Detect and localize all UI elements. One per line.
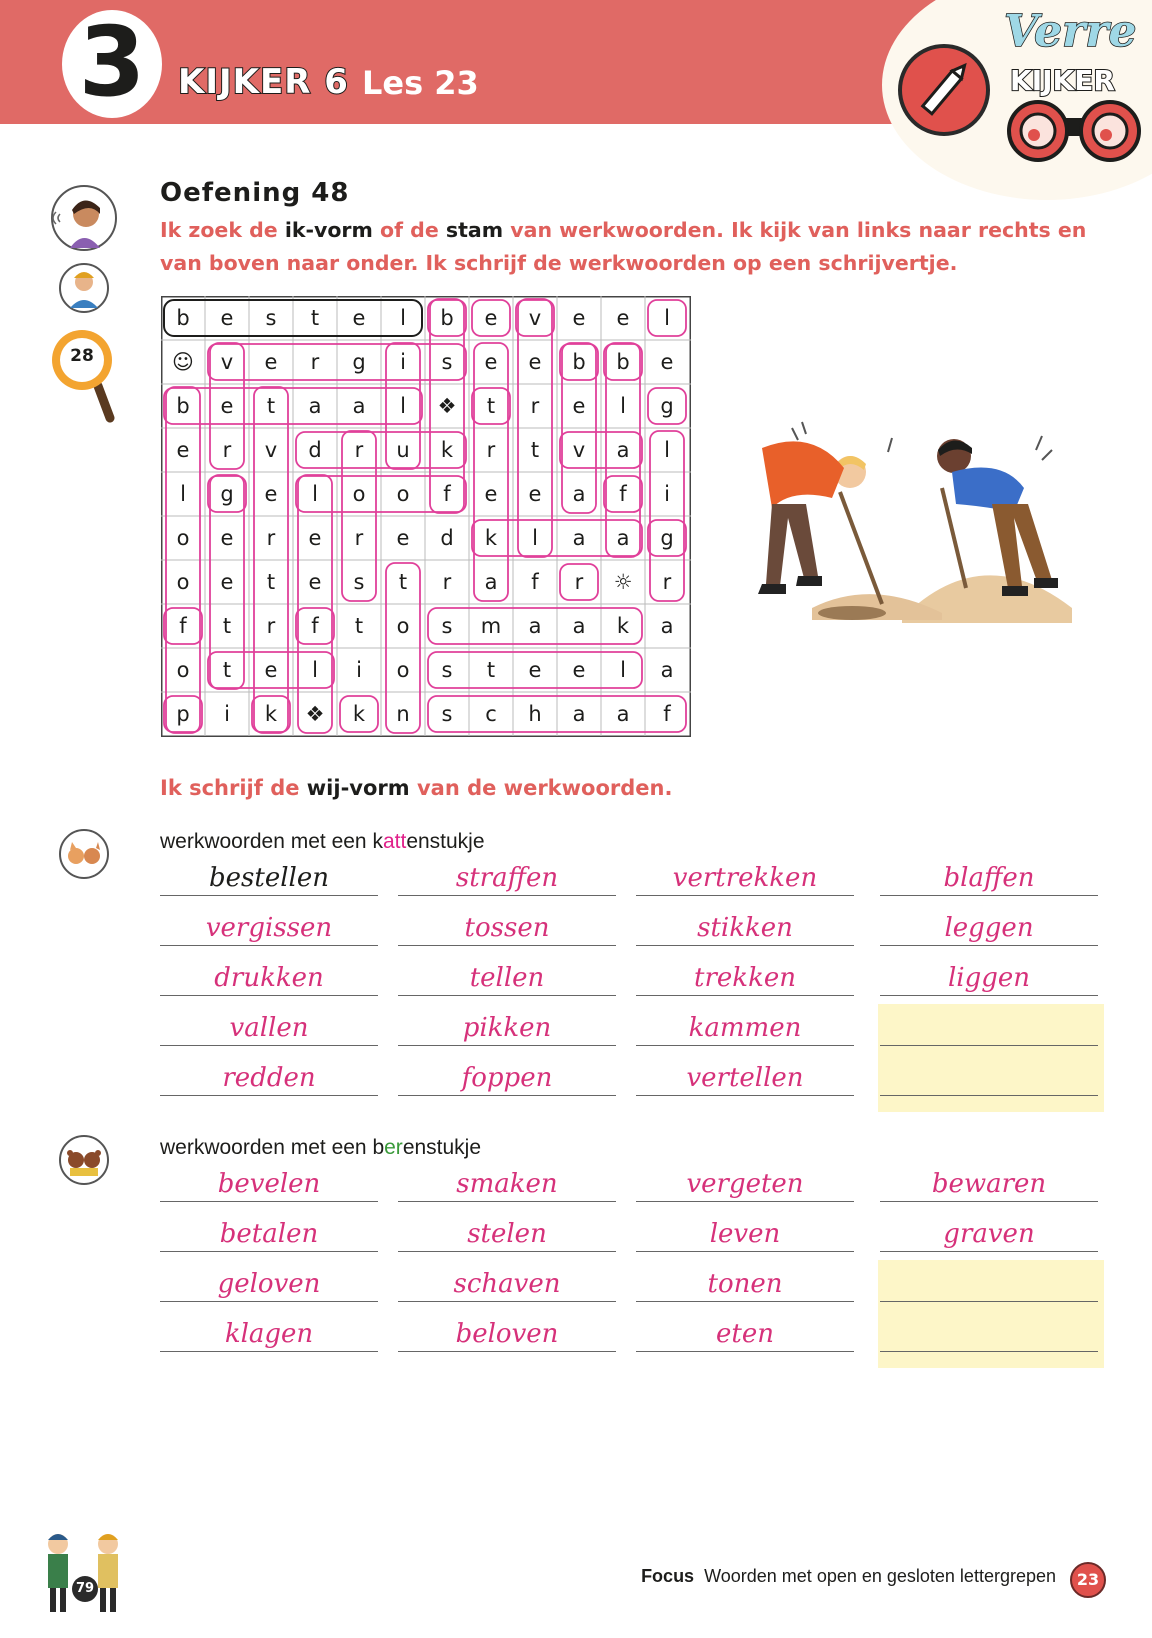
grid-letter: e [220,394,234,418]
page-number: 23 [1070,1562,1106,1598]
grid-letter: k [440,438,454,462]
exercise-instruction: Ik zoek de ik-vorm of de stam van werkwoorden. Ik kijk van links naar rechts en van boven naar onder. Ik schrijf de werkwoorden op een schrijvertje. [160,218,1087,275]
beren-answer-line[interactable] [636,1210,854,1252]
grid-letter: e [484,482,498,506]
grid-letter: o [176,570,190,594]
katten-answer-word: redden [222,1063,316,1093]
beren-answer-line[interactable] [636,1260,854,1302]
grid-letter: g [660,526,674,550]
grid-letter: e [264,658,278,682]
katten-answer-word: foppen [461,1063,553,1093]
katten-answer-line[interactable] [398,904,616,946]
grid-letter: g [660,394,674,418]
katten-answer-line[interactable] [398,1054,616,1096]
grid-letter: a [484,570,498,594]
beren-answer-word: schaven [453,1269,561,1299]
grid-letter: g [220,482,234,506]
grid-letter: o [396,482,410,506]
grid-letter: f [531,570,539,594]
grid-letter: i [224,702,230,726]
beren-answer-line[interactable] [880,1160,1098,1202]
write-instruction: Ik schrijf de wij-vorm van de werkwoorden. [160,776,673,800]
beren-answer-line[interactable] [160,1310,378,1352]
katten-answer-word: kammen [688,1013,802,1043]
beren-answer-word: klagen [224,1319,314,1349]
grid-letter: f [179,614,187,638]
beren-answer-word: stelen [467,1219,547,1249]
katten-answer-word: vergissen [205,913,333,943]
grid-letter: a [660,658,674,682]
grid-letter: t [530,438,540,462]
grid-letter: b [616,350,630,374]
katten-answer-line[interactable] [160,954,378,996]
grid-letter: e [176,438,190,462]
grid-letter: b [176,306,190,330]
grid-letter: d [440,526,454,550]
grid-letter: t [222,614,232,638]
grid-letter: e [396,526,410,550]
katten-answer-line[interactable] [160,1054,378,1096]
grid-letter: r [266,526,276,550]
grid-letter: t [266,394,276,418]
grid-letter: a [616,702,630,726]
katten-answer-line[interactable] [636,1004,854,1046]
grid-letter: t [354,614,364,638]
katten-answer-line[interactable] [880,1054,1098,1096]
word-search-grid [161,296,691,737]
katten-answer-word: vertellen [686,1063,804,1093]
grid-letter: s [353,570,365,594]
grid-letter: l [664,438,670,462]
footer-focus: Focus Woorden met open en gesloten lettergrepen [641,1566,1056,1586]
grid-letter: t [266,570,276,594]
grid-letter: f [663,702,671,726]
katten-answer-line[interactable] [880,954,1098,996]
grid-letter: b [440,306,454,330]
grid-letter: a [616,438,630,462]
katten-answer-word: straffen [455,863,559,893]
grid-letter: v [220,350,234,374]
grid-letter: s [441,658,453,682]
katten-answer-line[interactable] [160,904,378,946]
grid-letter: t [486,394,496,418]
grid-letter: r [486,438,496,462]
beren-answer-line[interactable] [636,1160,854,1202]
grid-letter: d [308,438,322,462]
grid-letter: l [532,526,538,550]
beren-answer-word: eten [716,1319,774,1349]
katten-answer-line[interactable] [636,904,854,946]
series-title: KIJKER 6 [178,62,349,102]
grid-letter: r [354,526,364,550]
grid-letter: e [220,570,234,594]
katten-answer-word: vertrekken [672,863,818,893]
grid-letter: r [442,570,452,594]
beren-answer-word: tonen [707,1269,783,1299]
logo-verre: Verre [1004,6,1137,57]
beren-answer-word: leven [709,1219,781,1249]
beren-answer-line[interactable] [398,1310,616,1352]
katten-answer-line[interactable] [398,854,616,896]
grid-letter: e [616,306,630,330]
grid-letter: g [352,350,366,374]
katten-answer-line[interactable] [880,904,1098,946]
grid-letter: e [572,658,586,682]
grid-letter: r [266,614,276,638]
grid-letter: a [572,614,586,638]
grid-letter: a [616,526,630,550]
katten-answer-word: stikken [697,913,793,943]
binoculars-icon [1006,100,1142,162]
katten-answer-word: pikken [462,1013,552,1043]
katten-answer-line[interactable] [636,954,854,996]
speaking-girl-icon [50,184,118,252]
grid-letter: b [572,350,586,374]
grid-letter: t [398,570,408,594]
grid-letter: v [264,438,278,462]
grid-letter: a [572,702,586,726]
grid-letter: s [441,614,453,638]
grid-letter: k [264,702,278,726]
grid-letter: k [484,526,498,550]
beren-answer-line[interactable] [880,1210,1098,1252]
grid-letter: e [352,306,366,330]
grid-letter: e [264,482,278,506]
beren-answer-line[interactable] [636,1310,854,1352]
grid-letter: r [574,570,584,594]
grid-letter: a [572,526,586,550]
katten-answer-word: leggen [944,913,1034,943]
katten-answer-word: vallen [229,1013,309,1043]
magnifier-icon [48,328,126,424]
grid-letter: v [572,438,586,462]
grid-letter: t [222,658,232,682]
beren-answer-line[interactable] [160,1260,378,1302]
grid-letter: e [308,570,322,594]
grid-letter: l [664,306,670,330]
beren-answer-line[interactable] [160,1210,378,1252]
grid-letter: l [620,394,626,418]
grid-letter: i [356,658,362,682]
beren-answer-word: vergeten [686,1169,804,1199]
grid-letter: e [220,526,234,550]
grid-letter: e [484,306,498,330]
katten-answer-word: tossen [464,913,550,943]
katten-answer-word: liggen [947,963,1031,993]
kids-number-badge: 79 [72,1576,98,1602]
grid-letter: ❖ [437,394,457,418]
katten-answer-line[interactable] [398,1004,616,1046]
grid-letter: o [176,658,190,682]
katten-answer-word: drukken [214,963,324,993]
katten-answer-line[interactable] [398,954,616,996]
exercise-title: Oefening 48 [160,178,350,208]
grid-letter: l [312,482,318,506]
grid-letter: i [664,482,670,506]
grid-letter: f [619,482,627,506]
grid-letter: a [352,394,366,418]
katten-answer-line[interactable] [636,854,854,896]
grid-letter: c [485,702,497,726]
grid-letter: u [396,438,410,462]
beren-answer-word: graven [943,1219,1035,1249]
grid-letter: ☼ [613,570,633,594]
cats-icon [58,828,110,880]
grid-letter: m [480,614,502,638]
grid-letter: o [176,526,190,550]
grid-letter: e [572,306,586,330]
grid-letter: o [396,614,410,638]
grid-letter: l [400,306,406,330]
beren-answer-line[interactable] [160,1160,378,1202]
grid-letter: s [265,306,277,330]
grid-letter: l [620,658,626,682]
grid-letter: ❖ [305,702,325,726]
grid-letter: a [572,482,586,506]
grid-letter: e [264,350,278,374]
grid-letter: o [352,482,366,506]
katten-answer-line[interactable] [160,1004,378,1046]
grid-letter: r [662,570,672,594]
beren-answer-line[interactable] [880,1310,1098,1352]
grid-letter: e [528,658,542,682]
beren-answer-line[interactable] [398,1210,616,1252]
beren-answer-line[interactable] [398,1260,616,1302]
grid-letter: s [441,350,453,374]
writing-boy-icon [58,262,110,314]
grid-letter: k [352,702,366,726]
grid-letter: a [528,614,542,638]
katten-answer-line[interactable] [636,1054,854,1096]
pencil-icon [898,44,990,136]
grid-letter: b [176,394,190,418]
beren-answer-word: bevelen [217,1169,321,1199]
grid-letter: v [528,306,542,330]
grid-letter: p [176,702,190,726]
grid-letter: l [400,394,406,418]
unit-number: 3 [78,6,146,118]
grid-letter: e [528,350,542,374]
beren-answer-word: geloven [217,1269,321,1299]
grid-letter: e [528,482,542,506]
grid-letter: e [220,306,234,330]
beren-answer-line[interactable] [880,1260,1098,1302]
grid-letter: n [396,702,410,726]
katten-answer-word: bestellen [209,863,329,893]
beren-answer-word: beloven [455,1319,559,1349]
grid-letter: l [312,658,318,682]
katten-answer-word: tellen [469,963,545,993]
grid-letter: t [486,658,496,682]
bears-icon [58,1134,110,1186]
grid-letter: e [484,350,498,374]
grid-letter: r [530,394,540,418]
grid-letter: s [441,702,453,726]
beren-answer-line[interactable] [398,1160,616,1202]
katten-answer-word: trekken [694,963,796,993]
grid-letter: f [311,614,319,638]
beren-answer-word: bewaren [931,1169,1047,1199]
grid-letter: e [572,394,586,418]
katten-group-label: werkwoorden met een kattenstukje [160,830,485,853]
grid-letter: k [616,614,630,638]
grid-letter: e [308,526,322,550]
grid-letter: a [308,394,322,418]
grid-letter: r [354,438,364,462]
exercise-number-badge: 28 [70,346,94,366]
katten-answer-line[interactable] [880,854,1098,896]
katten-answer-word: blaffen [943,863,1035,893]
beren-answer-word: smaken [456,1169,558,1199]
grid-letter: ☺ [172,350,194,374]
grid-letter: t [310,306,320,330]
grid-letter: f [443,482,451,506]
beren-answer-word: betalen [219,1219,319,1249]
grid-letter: l [180,482,186,506]
grid-letter: e [660,350,674,374]
digging-children-illustration [752,408,1088,648]
grid-letter: r [222,438,232,462]
logo-kijker: KIJKER [1010,64,1115,97]
grid-letter: i [400,350,406,374]
grid-letter: r [310,350,320,374]
beren-group-label: werkwoorden met een berenstukje [160,1136,482,1159]
kids-mascot-icon [36,1524,132,1620]
lesson-title: Les 23 [362,64,479,102]
katten-answer-line[interactable] [160,854,378,896]
grid-letter: o [396,658,410,682]
katten-answer-line[interactable] [880,1004,1098,1046]
grid-letter: h [528,702,542,726]
grid-letter: a [660,614,674,638]
